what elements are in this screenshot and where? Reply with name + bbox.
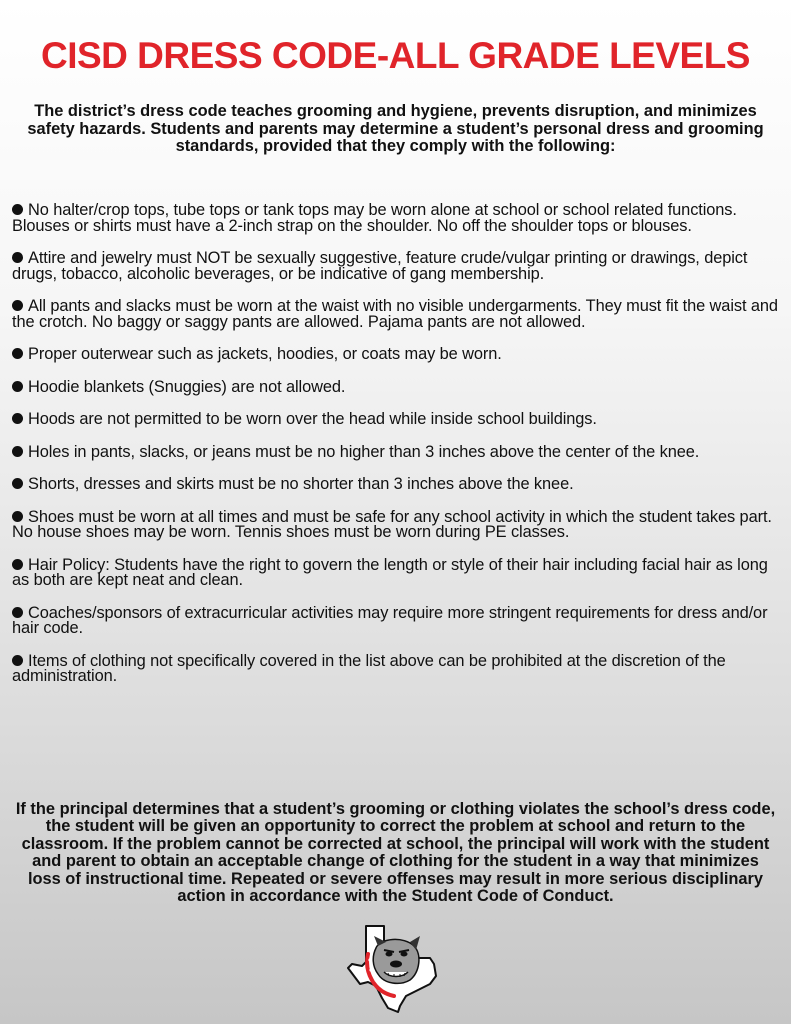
bullet-icon: [12, 381, 23, 392]
bullet-icon: [12, 300, 23, 311]
rule-text: Hoodie blankets (Snuggies) are not allowed.: [28, 377, 346, 396]
rule-text: Hoods are not permitted to be worn over the head while inside school buildings.: [28, 410, 597, 428]
rule-text: Hair Policy: Students have the right to govern the length or style of their hair including facial hair as long as both are kept neat and clean.: [12, 555, 768, 589]
rule-text: Attire and jewelry must NOT be sexually suggestive, feature crude/vulgar printing or drawings, depict drugs, tobacco, alcoholic beverages, or be indicative of gang membership.: [12, 249, 748, 283]
bullet-icon: [12, 478, 23, 489]
bullet-icon: [12, 446, 23, 457]
rule-item: [12, 477, 782, 493]
rule-text: Items of clothing not specifically covered in the list above can be prohibited at the discretion of the administration.: [12, 651, 726, 685]
rule-item: [12, 203, 782, 234]
rule-item: [12, 507, 782, 541]
rule-text: Coaches/sponsors of extracurricular activities may require more stringent requirements for dress and/or hair code.: [12, 603, 768, 637]
page-title: CISD DRESS CODE-ALL GRADE LEVELS: [40, 35, 750, 76]
bullet-icon: [12, 607, 23, 618]
rule-item: [12, 555, 782, 589]
bullet-icon: [12, 511, 23, 522]
rule-item: [12, 347, 782, 363]
rule-text: Holes in pants, slacks, or jeans must be no higher than 3 inches above the center of the knee.: [28, 442, 700, 461]
rule-text: Proper outerwear such as jackets, hoodies, or coats may be worn.: [28, 345, 502, 363]
rule-text: Shorts, dresses and skirts must be no shorter than 3 inches above the knee.: [28, 475, 574, 493]
rule-item: [12, 299, 782, 330]
bullet-icon: [12, 348, 23, 359]
bullet-icon: [12, 252, 23, 263]
rule-item: [12, 442, 782, 461]
intro-paragraph: The district’s dress code teaches grooming and hygiene, prevents disruption, and minimizes safety hazards. Students and parents may determine a student’s personal dress and grooming standards, provided that they comply with the following:: [27, 102, 764, 155]
closing-paragraph: If the principal determines that a student’s grooming or clothing violates the school’s dress code, the student will be given an opportunity to correct the problem at school and return to the classroom. If the problem cannot be corrected at school, the principal will work with the student and parent to obtain an acceptable change of clothing for the student in a way that minimizes loss of instructional time. Repeated or severe offenses may result in more serious disciplinary action in accordance with the Student Code of Conduct.: [15, 800, 776, 906]
rule-item: [12, 603, 782, 637]
rule-text: Shoes must be worn at all times and must be safe for any school activity in which the student takes part. No house shoes may be worn. Tennis shoes must be worn during PE classes.: [12, 507, 772, 541]
rule-item: [12, 251, 782, 282]
rule-text: No halter/crop tops, tube tops or tank tops may be worn alone at school or school related functions. Blouses or shirts must have a 2-inch strap on the shoulder. No off the shoulder tops or blouses.: [12, 201, 737, 235]
rule-text: All pants and slacks must be worn at the waist with no visible undergarments. They must fit the waist and the crotch. No baggy or saggy pants are allowed. Pajama pants are not allowed.: [12, 297, 778, 331]
rule-item: [12, 651, 782, 685]
rule-item: [12, 377, 782, 396]
bullet-icon: [12, 559, 23, 570]
bullet-icon: [12, 413, 23, 424]
bullet-icon: [12, 204, 23, 215]
rules-list: [12, 203, 782, 702]
bullet-icon: [12, 655, 23, 666]
rule-item: [12, 412, 782, 428]
texas-bulldog-logo-icon: [344, 924, 440, 1014]
